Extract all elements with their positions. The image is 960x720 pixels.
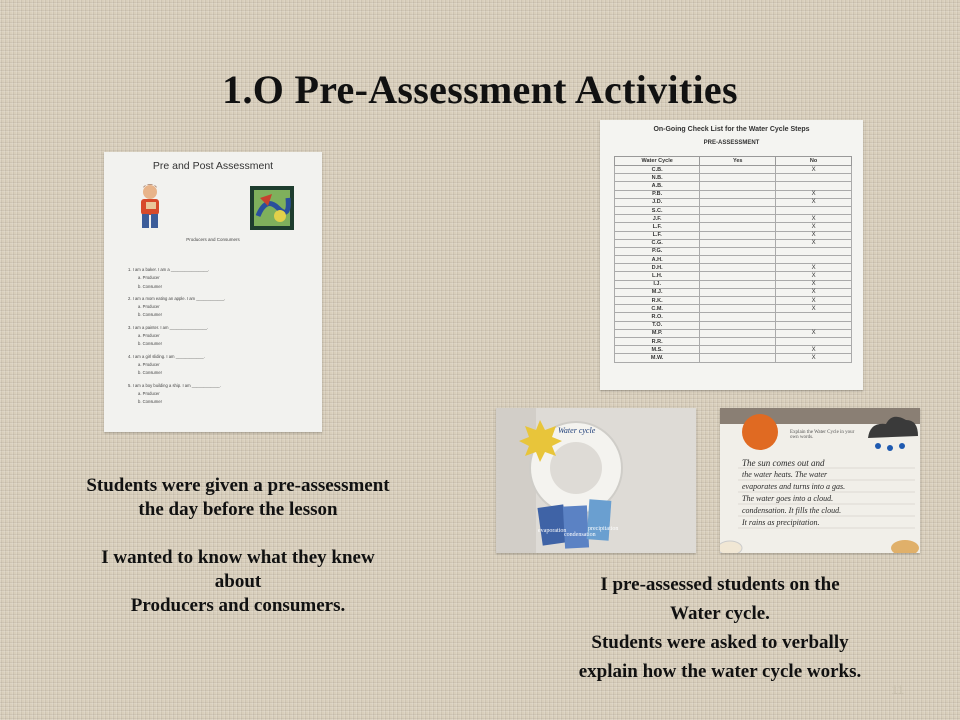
checklist-student-cell: N.B. [615,174,700,182]
checklist-student-cell: J.F. [615,215,700,223]
checklist-yes-cell [700,239,776,247]
water-cycle-craft-photo [496,408,696,553]
checklist-no-cell [776,247,852,255]
checklist-header-cell: Water Cycle [615,157,700,166]
checklist-row [615,280,852,288]
checklist-student-cell: L.F. [615,223,700,231]
checklist-yes-cell [700,321,776,329]
sun-cutout [519,420,562,462]
worksheet-subtitle: Producers and Consumers [186,237,240,242]
checklist-yes-cell [700,288,776,296]
checklist-yes-cell [700,280,776,288]
checklist-yes-cell [700,215,776,223]
checklist-student-cell: R.K. [615,297,700,305]
caption-line: Students were asked to verbally [591,632,849,653]
checklist-row [615,313,852,321]
page-number: 11 [891,683,904,697]
checklist-no-cell [776,256,852,264]
craft-strip-label: evaporation [538,528,567,534]
writing-line: the water heats. The water [742,470,828,479]
checklist-row [615,272,852,280]
checklist-no-cell: X [776,354,852,362]
checklist-student-cell: M.W. [615,354,700,362]
checklist-row [615,305,852,313]
checklist-student-cell: C.B. [615,166,700,174]
craft-label: Water cycle [558,426,596,435]
checklist-yes-cell [700,247,776,255]
checklist-no-cell: X [776,231,852,239]
checklist-header-row [615,157,852,166]
caption-line: about [214,571,262,592]
writing-line: condensation. It fills the cloud. [742,506,842,515]
caption-line: Students were given a pre-assessment [86,475,390,496]
checklist-no-cell: X [776,166,852,174]
checklist-row [615,256,852,264]
checklist-header-cell: Yes [700,157,776,166]
checklist-header-cell: No [776,157,852,166]
checklist-yes-cell [700,190,776,198]
worksheet-option: a. Producer [138,275,160,281]
writing-line: It rains as precipitation. [742,518,820,527]
checklist-row [615,329,852,337]
right-caption [520,570,920,686]
water-cycle-checklist-photo [600,120,863,390]
worksheet-question: 4. I am a girl sliding. I am ____________. [128,353,205,359]
checklist-row [615,337,852,345]
writing-line: The sun comes out and [742,458,825,468]
checklist-student-cell: A.H. [615,256,700,264]
checklist-yes-cell [700,297,776,305]
checklist-student-cell: R.R. [615,337,700,345]
checklist-student-cell: L.F. [615,231,700,239]
checklist-yes-cell [700,223,776,231]
checklist-student-cell: C.M. [615,305,700,313]
checklist-no-cell: X [776,264,852,272]
checklist-row [615,223,852,231]
worksheet-option: a. Producer [138,333,160,339]
checklist-yes-cell [700,346,776,354]
checklist-no-cell [776,321,852,329]
checklist-student-cell: P.G. [615,247,700,255]
checklist-student-cell: T.O. [615,321,700,329]
checklist-no-cell: X [776,239,852,247]
checklist-yes-cell [700,182,776,190]
checklist-no-cell: X [776,305,852,313]
left-caption [40,474,436,618]
checklist-row [615,190,852,198]
checklist-yes-cell [700,174,776,182]
worksheet-option: b. Consumer [138,283,162,289]
writing-prompt: Explain the Water Cycle in your own words. [790,430,855,440]
checklist-student-cell: M.S. [615,346,700,354]
checklist-yes-cell [700,198,776,206]
checklist-student-cell: M.P. [615,329,700,337]
checklist-row [615,288,852,296]
checklist-row [615,297,852,305]
checklist-row [615,239,852,247]
checklist-row [615,264,852,272]
checklist-row [615,247,852,255]
worksheet-option: b. Consumer [138,399,162,405]
checklist-yes-cell [700,231,776,239]
child-clipart-icon [130,182,170,232]
craft-strip-label: precipitation [588,526,619,532]
checklist-no-cell: X [776,198,852,206]
checklist-row [615,174,852,182]
checklist-row [615,231,852,239]
worksheet-option: b. Consumer [138,312,162,318]
writing-line: evaporates and turns into a gas. [742,482,846,491]
caption-line: the day before the lesson [138,499,338,520]
water-cycle-writing-photo [720,408,920,553]
worksheet-option: b. Consumer [138,341,162,347]
checklist-no-cell [776,182,852,190]
checklist-no-cell [776,313,852,321]
checklist-row [615,166,852,174]
checklist-student-cell: P.B. [615,190,700,198]
checklist-yes-cell [700,313,776,321]
checklist-yes-cell [700,206,776,214]
checklist-student-cell: C.G. [615,239,700,247]
caption-line: I wanted to know what they knew [101,547,375,568]
caption-line: Producers and consumers. [130,595,346,616]
checklist-no-cell: X [776,215,852,223]
worksheet-title: Pre and Post Assessment [152,160,274,172]
checklist-yes-cell [700,354,776,362]
worksheet-question: 2. I am a mom eating an apple. I am ____________. [128,295,226,301]
checklist-yes-cell [700,337,776,345]
checklist-no-cell: X [776,272,852,280]
checklist-student-cell: M.J. [615,288,700,296]
checklist-yes-cell [700,264,776,272]
checklist-student-cell: J.D. [615,198,700,206]
slide-title: 1.O Pre-Assessment Activities [222,67,738,112]
checklist-yes-cell [700,272,776,280]
checklist-student-cell: L.H. [615,272,700,280]
checklist-yes-cell [700,329,776,337]
worksheet-option: a. Producer [138,304,160,310]
checklist-no-cell: X [776,280,852,288]
caption-line: explain how the water cycle works. [578,661,862,682]
checklist-row [615,206,852,214]
checklist-no-cell [776,206,852,214]
checklist-student-cell: S.C. [615,206,700,214]
caption-line: Water cycle. [670,603,770,624]
caption-line: I pre-assessed students on the [600,574,840,595]
worksheet-option: a. Producer [138,361,160,367]
checklist-row [615,182,852,190]
checklist-no-cell: X [776,329,852,337]
worksheet-option: a. Producer [138,390,160,396]
checklist-student-cell: A.B. [615,182,700,190]
writing-line: The water goes into a cloud. [742,494,834,503]
checklist-no-cell: X [776,346,852,354]
painting-clipart-icon [250,186,294,230]
checklist-row [615,321,852,329]
checklist-table [614,156,852,363]
checklist-no-cell: X [776,297,852,305]
checklist-no-cell [776,337,852,345]
assessment-worksheet-photo [104,152,322,432]
checklist-student-cell: R.O. [615,313,700,321]
worksheet-question: 1. I am a baker. I am a ________________. [128,267,210,272]
checklist-row [615,346,852,354]
worksheet-question: 3. I am a painter. I am ________________. [128,324,209,330]
worksheet-option: b. Consumer [138,370,162,376]
checklist-student-cell: I.J. [615,280,700,288]
craft-strip-label: condensation [564,532,596,538]
checklist-row [615,198,852,206]
checklist-yes-cell [700,305,776,313]
worksheet-question: 5. I am a boy building a ship. I am ____________. [128,382,221,388]
checklist-yes-cell [700,256,776,264]
checklist-row [615,215,852,223]
worksheet-question-list [128,266,308,406]
checklist-no-cell: X [776,288,852,296]
checklist-no-cell [776,174,852,182]
checklist-title: On-Going Check List for the Water Cycle Steps [653,126,810,133]
checklist-no-cell: X [776,223,852,231]
checklist-subtitle: PRE-ASSESSMENT [703,140,760,146]
checklist-student-cell: D.H. [615,264,700,272]
checklist-row [615,354,852,362]
sun-drawing [742,414,778,450]
checklist-no-cell: X [776,190,852,198]
checklist-yes-cell [700,166,776,174]
